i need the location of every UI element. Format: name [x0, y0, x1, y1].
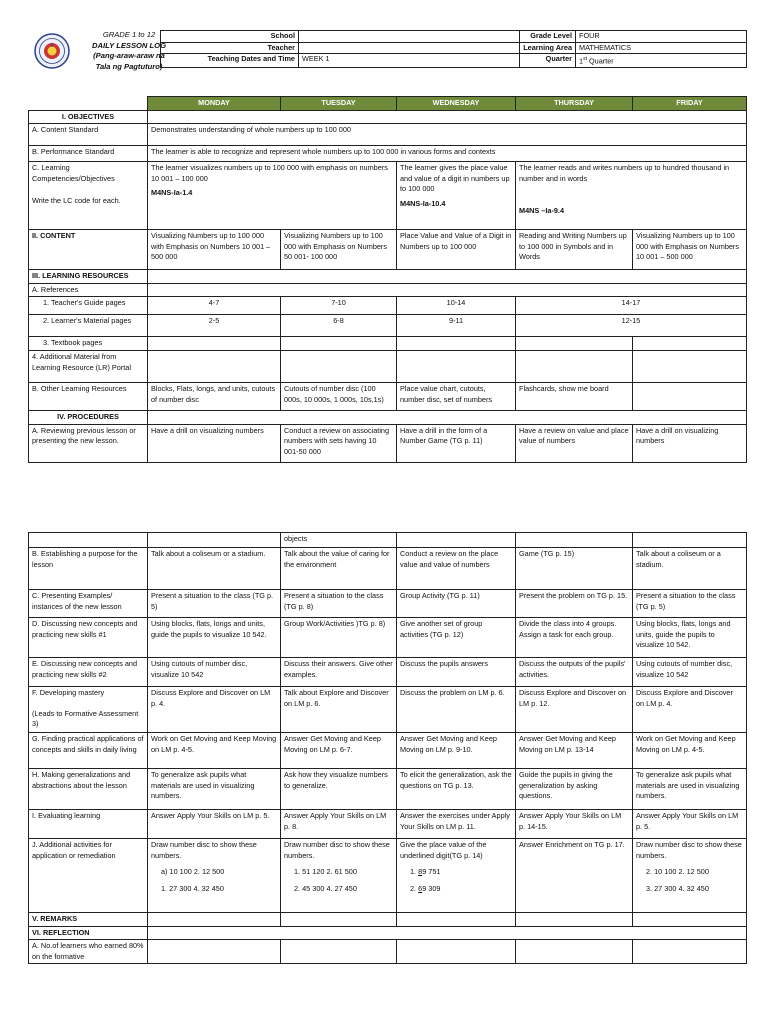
lesson-log-header: [26, 30, 746, 72]
tg-pages-label: 1. Teacher's Guide pages: [29, 297, 148, 315]
tg-thu-fri: 14-17: [516, 297, 747, 315]
proc-j-mon: Draw number disc to show these numbers. a) 10 100 2. 12 500 1. 27 300 4. 32 450: [148, 839, 281, 913]
proc-d-tue: Group Work/Activities )TG p. 8): [281, 618, 397, 658]
content-tue: Visualizing Numbers up to 100 000 with Emphasis on Numbers 50 001- 100 000: [281, 230, 397, 270]
proc-e-tue: Discuss their answers. Give other examples.: [281, 658, 397, 687]
proc-a-wed: Have a drill in the form of a Number Game (TG p. 11): [397, 424, 516, 462]
dates-label: Teaching Dates and Time: [161, 54, 299, 68]
other-wed: Place value chart, cutouts, number disc, set of numbers: [397, 382, 516, 410]
lc-mon-tue: The learner visualizes numbers up to 100 000 with emphasis on numbers 10 001 – 100 000 M4NS-Ia-1.4: [148, 162, 397, 230]
log-title: DAILY LESSON LOG: [92, 40, 166, 50]
grade-level-value: FOUR: [576, 31, 747, 43]
proc-d-wed: Give another set of group activities (TG p. 12): [397, 618, 516, 658]
content-wed: Place Value and Value of a Digit in Numbers up to 100 000: [397, 230, 516, 270]
proc-d-label: D. Discussing new concepts and practicing new skills #1: [29, 618, 148, 658]
lm-mon: 2-5: [148, 315, 281, 337]
content-standard-label: A. Content Standard: [29, 124, 148, 146]
proc-d-fri: Using blocks, flats, longs and units, guide the pupils to visualize 10 542.: [633, 618, 747, 658]
proc-a-label: A. Reviewing previous lesson or presenting the new lesson.: [29, 424, 148, 462]
proc-a-mon: Have a drill on visualizing numbers: [148, 424, 281, 462]
header-info-table: [160, 30, 747, 68]
content-standard: Demonstrates understanding of whole numbers up to 100 000: [148, 124, 747, 146]
proc-i-fri: Answer Apply Your Skills on LM p. 5.: [633, 810, 747, 839]
proc-e-label: E. Discussing new concepts and practicing new skills #2: [29, 658, 148, 687]
proc-c-thu: Present the problem on TG p. 15.: [516, 590, 633, 618]
proc-g-wed: Answer Get Moving and Keep Moving on LM p. 9-10.: [397, 733, 516, 769]
proc-d-thu: Divide the class into 4 groups. Assign a task for each group.: [516, 618, 633, 658]
lm-thu-fri: 12-15: [516, 315, 747, 337]
proc-b-tue: Talk about the value of caring for the environment: [281, 548, 397, 590]
proc-g-tue: Answer Get Moving and Keep Moving on LM p. 6-7.: [281, 733, 397, 769]
proc-j-fri: Draw number disc to show these numbers. 2. 10 100 2. 12 500 3. 27 300 4. 32 450: [633, 839, 747, 913]
proc-i-label: I. Evaluating learning: [29, 810, 148, 839]
day-monday: MONDAY: [148, 97, 281, 111]
quarter-label: Quarter: [520, 54, 576, 68]
proc-f-tue: Talk about Explore and Discover on LM p. 6.: [281, 687, 397, 733]
proc-h-label: H. Making generalizations and abstractions about the lesson: [29, 769, 148, 810]
proc-g-thu: Answer Get Moving and Keep Moving on LM p. 13-14: [516, 733, 633, 769]
proc-j-wed: Give the place value of the underlined digit(TG p. 14) 1. 89 751 2. 69 309: [397, 839, 516, 913]
content-thu: Reading and Writing Numbers up to 100 000 in Symbols and in Words: [516, 230, 633, 270]
textbook-pages-label: 3. Textbook pages: [29, 337, 148, 351]
learning-area-label: Learning Area: [520, 42, 576, 54]
performance-standard-label: B. Performance Standard: [29, 146, 148, 162]
day-wednesday: WEDNESDAY: [397, 97, 516, 111]
proc-i-thu: Answer Apply Your Skills on LM p. 14-15.: [516, 810, 633, 839]
proc-b-mon: Talk about a coliseum or a stadium.: [148, 548, 281, 590]
proc-c-label: C. Presenting Examples/ instances of the new lesson: [29, 590, 148, 618]
procedures-heading: IV. PROCEDURES: [29, 410, 148, 424]
proc-e-thu: Discuss the outputs of the pupils' activities.: [516, 658, 633, 687]
day-friday: FRIDAY: [633, 97, 747, 111]
school-label: School: [161, 31, 299, 43]
deped-seal-icon: [34, 33, 70, 69]
content-label: II. CONTENT: [29, 230, 148, 270]
content-fri: Visualizing Numbers up to 100 000 with Emphasis on Numbers 10 001 – 500 000: [633, 230, 747, 270]
log-subtitle-2: Tala ng Pagtuturo): [95, 61, 163, 71]
learning-area-value: MATHEMATICS: [576, 42, 747, 54]
resources-heading: III. LEARNING RESOURCES: [29, 270, 148, 284]
content-mon: Visualizing Numbers up to 100 000 with Emphasis on Numbers 10 001 – 500 000: [148, 230, 281, 270]
proc-i-tue: Answer Apply Your Skills on LM p. 8.: [281, 810, 397, 839]
proc-b-wed: Conduct a review on the place value and value of numbers: [397, 548, 516, 590]
proc-b-label: B. Establishing a purpose for the lesson: [29, 548, 148, 590]
proc-e-mon: Using cutouts of number disc, visualize 10 542: [148, 658, 281, 687]
lc-wed: The learner gives the place value and value of a digit in numbers up to 100 000 M4NS-Ia-10.4: [397, 162, 516, 230]
learning-competencies-label: C. Learning Competencies/Objectives Write the LC code for each.: [29, 162, 148, 230]
teacher-label: Teacher: [161, 42, 299, 54]
other-tue: Cutouts of number disc (100 000s, 10 000s, 1 000s, 10s,1s): [281, 382, 397, 410]
lesson-table-page2: [28, 532, 747, 964]
lm-wed: 9-11: [397, 315, 516, 337]
proc-g-label: G. Finding practical applications of concepts and skills in daily living: [29, 733, 148, 769]
dates-value: WEEK 1: [299, 54, 520, 68]
proc-h-fri: To generalize ask pupils what materials are used in visualizing numbers.: [633, 769, 747, 810]
proc-f-fri: Discuss Explore and Discover on LM p. 4.: [633, 687, 747, 733]
additional-material-label: 4. Additional Material from Learning Resource (LR) Portal: [29, 350, 148, 382]
proc-h-mon: To generalize ask pupils what materials are used in visualizing numbers.: [148, 769, 281, 810]
proc-d-mon: Using blocks, flats, longs and units, guide the pupils to visualize 10 542.: [148, 618, 281, 658]
lm-tue: 6-8: [281, 315, 397, 337]
tg-mon: 4-7: [148, 297, 281, 315]
proc-j-label: J. Additional activities for application or remediation: [29, 839, 148, 913]
proc-a-thu: Have a review on value and place value of numbers: [516, 424, 633, 462]
lm-pages-label: 2. Learner's Material pages: [29, 315, 148, 337]
reflection-heading: VI. REFLECTION: [29, 926, 148, 940]
remarks-label: V. REMARKS: [29, 913, 148, 927]
proc-a-tue: Conduct a review on associating numbers with sets having 10 001-50 000: [281, 424, 397, 462]
other-mon: Blocks, Flats, longs, and units, cutouts of number disc: [148, 382, 281, 410]
proc-h-wed: To elicit the generalization, ask the questions on TG p. 13.: [397, 769, 516, 810]
proc-e-wed: Discuss the pupils answers: [397, 658, 516, 687]
proc-f-label: F. Developing mastery (Leads to Formative Assessment 3): [29, 687, 148, 733]
quarter-value: 1st Quarter: [576, 54, 747, 68]
proc-h-thu: Guide the pupils in giving the generalization by asking questions.: [516, 769, 633, 810]
proc-f-mon: Discuss Explore and Discover on LM p. 4.: [148, 687, 281, 733]
lesson-table-page1: [28, 96, 747, 463]
performance-standard: The learner is able to recognize and represent whole numbers up to 100 000 in various forms and contexts: [148, 146, 747, 162]
objectives-heading: I. OBJECTIVES: [29, 110, 148, 124]
proc-c-fri: Present a situation to the class (TG p. 5): [633, 590, 747, 618]
other-resources-label: B. Other Learning Resources: [29, 382, 148, 410]
proc-b-thu: Game (TG p. 15): [516, 548, 633, 590]
proc-i-mon: Answer Apply Your Skills on LM p. 5.: [148, 810, 281, 839]
proc-b-fri: Talk about a coliseum or a stadium.: [633, 548, 747, 590]
proc-h-tue: Ask how they visualize numbers to generalize.: [281, 769, 397, 810]
proc-f-wed: Discuss the problem on LM p. 6.: [397, 687, 516, 733]
grade-range: GRADE 1 to 12: [102, 30, 156, 39]
proc-g-fri: Work on Get Moving and Keep Moving on LM p. 4-5.: [633, 733, 747, 769]
proc-a-fri: Have a drill on visualizing numbers: [633, 424, 747, 462]
proc-g-mon: Work on Get Moving and Keep Moving on LM p. 4-5.: [148, 733, 281, 769]
tg-wed: 10-14: [397, 297, 516, 315]
other-thu: Flashcards, show me board: [516, 382, 633, 410]
grade-level-label: Grade Level: [520, 31, 576, 43]
proc-e-fri: Using cutouts of number disc, visualize 10 542: [633, 658, 747, 687]
day-thursday: THURSDAY: [516, 97, 633, 111]
log-subtitle-1: (Pang-araw-araw na: [93, 51, 165, 60]
proc-j-tue: Draw number disc to show these numbers. 1. 51 120 2. 61 500 2. 45 300 4. 27 450: [281, 839, 397, 913]
reflection-a-label: A. No.of learners who earned 80% on the formative: [29, 940, 148, 964]
proc-c-tue: Present a situation to the class (TG p. 8): [281, 590, 397, 618]
teacher-value: [299, 42, 520, 54]
other-fri: [633, 382, 747, 410]
references-label: A. References: [29, 283, 148, 297]
proc-c-wed: Group Activity (TG p. 11): [397, 590, 516, 618]
lc-thu-fri: The learner reads and writes numbers up to hundred thousand in number and in words M4NS –Ia-9.4: [516, 162, 747, 230]
school-value: [299, 31, 520, 43]
proc-a-tue-cont: objects: [281, 533, 397, 548]
proc-c-mon: Present a situation to the class (TG p. 5): [148, 590, 281, 618]
proc-i-wed: Answer the exercises under Apply Your Skills on LM p. 11.: [397, 810, 516, 839]
day-tuesday: TUESDAY: [281, 97, 397, 111]
proc-j-thu: Answer Enrichment on TG p. 17.: [516, 839, 633, 913]
proc-f-thu: Discuss Explore and Discover on LM p. 12.: [516, 687, 633, 733]
tg-tue: 7-10: [281, 297, 397, 315]
